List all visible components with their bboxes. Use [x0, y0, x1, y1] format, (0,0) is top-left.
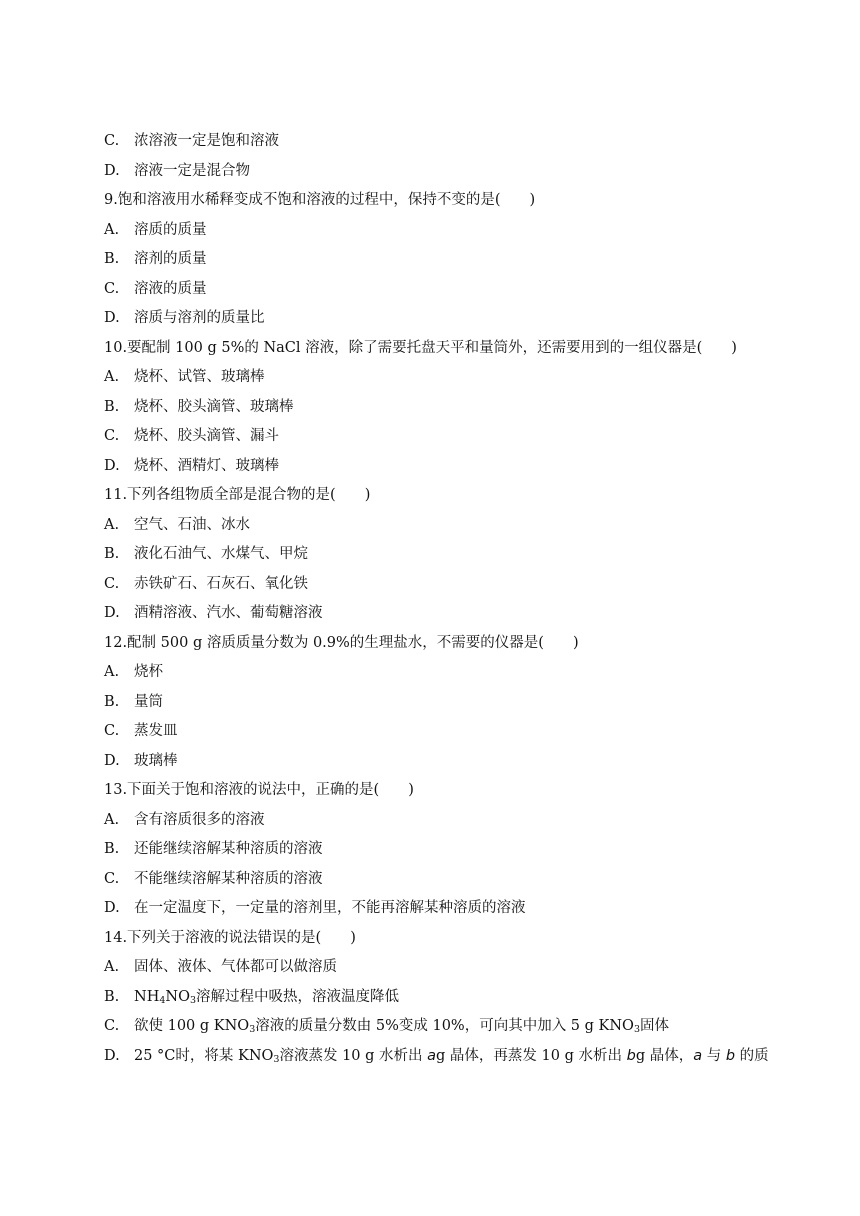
option-letter: A.	[104, 811, 120, 828]
option-line	[104, 127, 804, 157]
option-text: 空气、石油、冰水	[134, 516, 250, 533]
option-text: 溶质的质量	[134, 221, 207, 238]
option-letter: B.	[104, 398, 120, 415]
subscript: 4	[159, 994, 166, 1006]
option-letter: C.	[104, 870, 120, 887]
option-line	[104, 894, 804, 924]
option-text: 溶液的质量	[134, 280, 207, 297]
option-line	[104, 304, 804, 334]
option-line	[104, 865, 804, 895]
option-text: 溶剂的质量	[134, 251, 207, 267]
option-line	[104, 747, 804, 777]
option-letter: B.	[104, 988, 120, 1005]
option-line	[104, 717, 804, 747]
option-text: 欲使 100 g KNO	[134, 1018, 250, 1034]
question-text: 9.饱和溶液用水稀释变成不饱和溶液的过程中，保持不变的是( )	[104, 192, 536, 208]
option-letter: D.	[104, 310, 120, 326]
option-letter: A.	[104, 959, 120, 975]
option-text: 溶液蒸发 10 g 水析出	[279, 1047, 428, 1064]
variable-a: a	[693, 1047, 703, 1064]
option-letter: A.	[104, 516, 120, 533]
option-letter: B.	[104, 841, 120, 857]
option-letter: D.	[104, 605, 120, 621]
formula-nh: NH	[134, 988, 160, 1005]
option-line	[104, 157, 804, 187]
option-text: 与	[702, 1047, 726, 1064]
variable-b: b	[725, 1047, 736, 1064]
question-stem	[104, 481, 804, 511]
question-stem	[104, 924, 804, 954]
option-line	[104, 599, 804, 629]
option-text: 在一定温度下，一定量的溶剂里，不能再溶解某种溶质的溶液	[134, 900, 526, 916]
option-line	[104, 245, 804, 275]
option-text: g 晶体，再蒸发 10 g 水析出	[436, 1047, 627, 1064]
option-text: 烧杯	[134, 664, 163, 680]
option-line	[104, 806, 804, 836]
option-text: g 晶体，	[635, 1047, 694, 1064]
question-stem	[104, 186, 804, 216]
option-text: 赤铁矿石、石灰石、氧化铁	[134, 575, 308, 592]
option-line	[104, 688, 804, 718]
option-text: 液化石油气、水煤气、甲烷	[134, 546, 308, 562]
option-text: 固体、液体、气体都可以做溶质	[134, 959, 337, 975]
option-line	[104, 540, 804, 570]
option-line	[104, 275, 804, 305]
option-text: 不能继续溶解某种溶质的溶液	[134, 870, 323, 887]
option-line	[104, 658, 804, 688]
question-stem	[104, 629, 804, 659]
question-text: 11.下列各组物质全部是混合物的是( )	[104, 487, 371, 503]
question-text: 13.下面关于饱和溶液的说法中，正确的是( )	[104, 782, 414, 798]
subscript: 3	[633, 1024, 640, 1035]
option-letter: C.	[104, 133, 120, 149]
option-letter: C.	[104, 428, 120, 444]
option-text: 含有溶质很多的溶液	[134, 811, 265, 828]
option-letter: D.	[104, 752, 120, 769]
option-text: 玻璃棒	[134, 752, 178, 769]
option-line	[104, 393, 804, 423]
question-list	[104, 127, 804, 983]
option-text: 固体	[640, 1018, 669, 1034]
question-stem	[104, 334, 804, 364]
option-letter: B.	[104, 693, 120, 710]
option-letter: A.	[104, 369, 120, 385]
option-letter: B.	[104, 546, 120, 562]
option-text: 25 °C时，将某 KNO	[134, 1047, 274, 1064]
option-text: 酒精溶液、汽水、葡萄糖溶液	[134, 605, 323, 621]
option-text: 蒸发皿	[134, 723, 178, 739]
option-text: 浓溶液一定是饱和溶液	[134, 133, 279, 149]
option-letter: B.	[104, 251, 120, 267]
option-text: 溶液的质量分数由 5%变成 10%，可向其中加入 5 g KNO	[255, 1018, 634, 1034]
question-text: 14.下列关于溶液的说法错误的是( )	[104, 929, 356, 946]
option-letter: D.	[104, 162, 120, 179]
option-letter: D.	[104, 1047, 120, 1064]
option-line	[104, 452, 804, 482]
question-text: 10.要配制 100 g 5%的 NaCl 溶液，除了需要托盘天平和量筒外，还需要用到的一组仪器是( )	[104, 339, 737, 356]
option-text: 溶质与溶剂的质量比	[134, 310, 265, 326]
option-letter: D.	[104, 900, 120, 916]
option-text: 量筒	[134, 693, 163, 710]
question-text: 12.配制 500 g 溶质质量分数为 0.9%的生理盐水，不需要的仪器是( )	[104, 634, 579, 651]
option-line	[104, 983, 804, 1013]
option-letter: A.	[104, 664, 120, 680]
option-text: 溶解过程中吸热，溶液温度降低	[196, 988, 400, 1005]
formula-no: NO	[165, 988, 190, 1005]
option-letter: D.	[104, 457, 120, 474]
option-line	[104, 1042, 804, 1072]
option-line	[104, 422, 804, 452]
option-line	[104, 570, 804, 600]
subscript: 3	[273, 1053, 280, 1065]
option-text: 烧杯、胶头滴管、玻璃棒	[134, 398, 294, 415]
option-text: 烧杯、酒精灯、玻璃棒	[134, 457, 279, 474]
question-stem	[104, 776, 804, 806]
option-letter: C.	[104, 575, 120, 592]
option-line	[104, 1012, 804, 1042]
subscript: 3	[189, 994, 197, 1006]
document-page	[104, 127, 804, 1071]
option-text: 溶液一定是混合物	[134, 162, 250, 179]
option-letter: C.	[104, 1018, 120, 1034]
option-text: 的质	[735, 1047, 769, 1064]
option-line	[104, 216, 804, 246]
subscript: 3	[249, 1024, 256, 1035]
option-line	[104, 511, 804, 541]
option-letter: C.	[104, 723, 120, 739]
option-line	[104, 835, 804, 865]
variable-a: a	[427, 1047, 437, 1064]
option-text: 烧杯、试管、玻璃棒	[134, 369, 265, 385]
option-text: 还能继续溶解某种溶质的溶液	[134, 841, 323, 857]
option-text: 烧杯、胶头滴管、漏斗	[134, 428, 279, 444]
option-letter: C.	[104, 280, 120, 297]
option-line	[104, 363, 804, 393]
option-line	[104, 953, 804, 983]
option-letter: A.	[104, 221, 120, 238]
variable-b: b	[626, 1047, 636, 1064]
